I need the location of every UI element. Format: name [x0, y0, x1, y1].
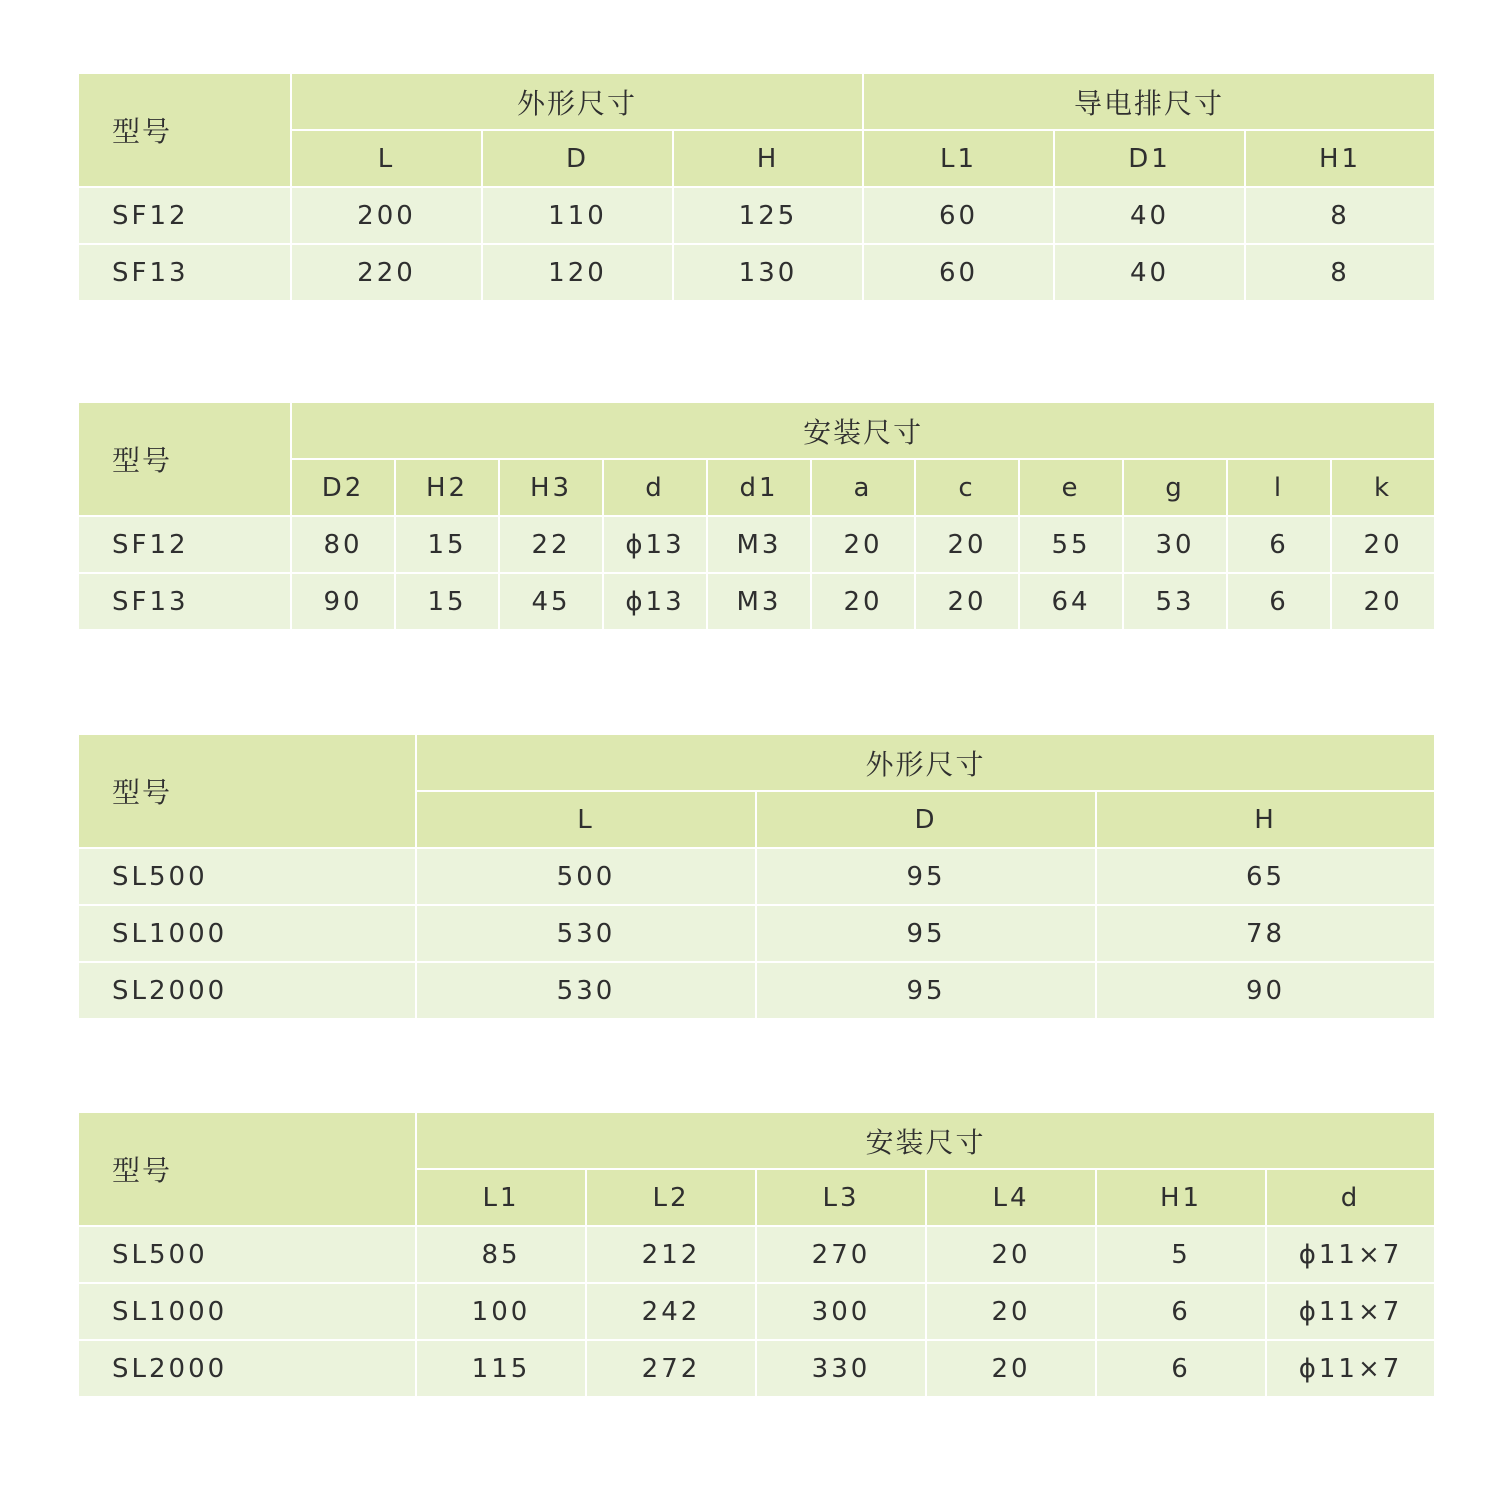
value-cell: 125 — [673, 187, 863, 244]
table-row — [78, 516, 1435, 573]
column-header: H1 — [1096, 1169, 1266, 1226]
model-cell: SF12 — [78, 516, 291, 573]
spec-table-sf-outline-busbar — [77, 72, 1436, 302]
column-header: D — [756, 791, 1096, 848]
column-header: L1 — [863, 130, 1054, 187]
table-row — [78, 244, 1435, 301]
model-cell: SF13 — [78, 573, 291, 630]
value-cell: 55 — [1019, 516, 1123, 573]
column-header: D2 — [291, 459, 395, 516]
value-cell: 90 — [291, 573, 395, 630]
value-cell: 53 — [1123, 573, 1227, 630]
value-cell: 20 — [926, 1283, 1096, 1340]
group-header-outline: 外形尺寸 — [416, 734, 1435, 791]
group-header-mounting: 安装尺寸 — [291, 402, 1435, 459]
value-cell: 100 — [416, 1283, 586, 1340]
value-cell: 45 — [499, 573, 603, 630]
group-header-mounting: 安装尺寸 — [416, 1112, 1435, 1169]
value-cell: 530 — [416, 905, 756, 962]
value-cell: 212 — [586, 1226, 756, 1283]
value-cell: 20 — [811, 573, 915, 630]
value-cell: 8 — [1245, 187, 1435, 244]
value-cell: 20 — [811, 516, 915, 573]
value-cell: 20 — [1331, 573, 1435, 630]
column-header: L4 — [926, 1169, 1096, 1226]
value-cell: 6 — [1227, 516, 1331, 573]
column-header: d — [603, 459, 707, 516]
column-header: c — [915, 459, 1019, 516]
column-header: d1 — [707, 459, 811, 516]
value-cell: 60 — [863, 244, 1054, 301]
model-cell: SF13 — [78, 244, 291, 301]
value-cell: 95 — [756, 848, 1096, 905]
value-cell: 500 — [416, 848, 756, 905]
value-cell: 40 — [1054, 187, 1245, 244]
column-header: d — [1266, 1169, 1435, 1226]
value-cell: 40 — [1054, 244, 1245, 301]
column-header: g — [1123, 459, 1227, 516]
value-cell: 20 — [915, 573, 1019, 630]
value-cell: 110 — [482, 187, 673, 244]
value-cell: 90 — [1096, 962, 1435, 1019]
column-header: D1 — [1054, 130, 1245, 187]
column-header: H3 — [499, 459, 603, 516]
value-cell: 220 — [291, 244, 482, 301]
value-cell: 64 — [1019, 573, 1123, 630]
value-cell: 6 — [1096, 1340, 1266, 1397]
table-row — [78, 1340, 1435, 1397]
column-header: L — [416, 791, 756, 848]
spec-table-sl-outline — [77, 733, 1436, 1020]
table-row — [78, 1283, 1435, 1340]
column-header: L3 — [756, 1169, 926, 1226]
model-cell: SF12 — [78, 187, 291, 244]
value-cell: 115 — [416, 1340, 586, 1397]
value-cell: 272 — [586, 1340, 756, 1397]
value-cell: 78 — [1096, 905, 1435, 962]
value-cell: ϕ11×7 — [1266, 1226, 1435, 1283]
value-cell: ϕ11×7 — [1266, 1283, 1435, 1340]
value-cell: 200 — [291, 187, 482, 244]
column-header: H — [1096, 791, 1435, 848]
column-header: H1 — [1245, 130, 1435, 187]
value-cell: 85 — [416, 1226, 586, 1283]
value-cell: ϕ11×7 — [1266, 1340, 1435, 1397]
column-header: D — [482, 130, 673, 187]
value-cell: ϕ13 — [603, 516, 707, 573]
value-cell: M3 — [707, 573, 811, 630]
value-cell: 242 — [586, 1283, 756, 1340]
value-cell: 15 — [395, 573, 499, 630]
value-cell: M3 — [707, 516, 811, 573]
table-row — [78, 848, 1435, 905]
model-cell: SL1000 — [78, 905, 416, 962]
model-cell: SL1000 — [78, 1283, 416, 1340]
value-cell: 130 — [673, 244, 863, 301]
value-cell: 20 — [926, 1340, 1096, 1397]
value-cell: 120 — [482, 244, 673, 301]
column-header: a — [811, 459, 915, 516]
value-cell: 95 — [756, 905, 1096, 962]
value-cell: ϕ13 — [603, 573, 707, 630]
value-cell: 5 — [1096, 1226, 1266, 1283]
column-header: L2 — [586, 1169, 756, 1226]
value-cell: 20 — [1331, 516, 1435, 573]
value-cell: 300 — [756, 1283, 926, 1340]
value-cell: 30 — [1123, 516, 1227, 573]
column-header: k — [1331, 459, 1435, 516]
spec-table-sf-mounting — [77, 401, 1436, 631]
model-cell: SL2000 — [78, 1340, 416, 1397]
value-cell: 270 — [756, 1226, 926, 1283]
value-cell: 6 — [1096, 1283, 1266, 1340]
model-cell: SL500 — [78, 848, 416, 905]
value-cell: 20 — [915, 516, 1019, 573]
value-cell: 530 — [416, 962, 756, 1019]
table-row — [78, 187, 1435, 244]
column-header: L1 — [416, 1169, 586, 1226]
group-header-busbar: 导电排尺寸 — [863, 73, 1435, 130]
column-header: e — [1019, 459, 1123, 516]
value-cell: 6 — [1227, 573, 1331, 630]
model-cell: SL500 — [78, 1226, 416, 1283]
column-header: H — [673, 130, 863, 187]
value-cell: 60 — [863, 187, 1054, 244]
value-cell: 8 — [1245, 244, 1435, 301]
value-cell: 80 — [291, 516, 395, 573]
value-cell: 330 — [756, 1340, 926, 1397]
spec-table-sl-mounting — [77, 1111, 1436, 1398]
model-header: 型号 — [78, 402, 291, 516]
model-header: 型号 — [78, 1112, 416, 1226]
column-header: l — [1227, 459, 1331, 516]
model-header: 型号 — [78, 73, 291, 187]
value-cell: 15 — [395, 516, 499, 573]
table-row — [78, 962, 1435, 1019]
value-cell: 22 — [499, 516, 603, 573]
value-cell: 20 — [926, 1226, 1096, 1283]
column-header: L — [291, 130, 482, 187]
column-header: H2 — [395, 459, 499, 516]
value-cell: 95 — [756, 962, 1096, 1019]
table-row — [78, 1226, 1435, 1283]
model-cell: SL2000 — [78, 962, 416, 1019]
table-row — [78, 573, 1435, 630]
group-header-outline: 外形尺寸 — [291, 73, 863, 130]
model-header: 型号 — [78, 734, 416, 848]
value-cell: 65 — [1096, 848, 1435, 905]
table-row — [78, 905, 1435, 962]
